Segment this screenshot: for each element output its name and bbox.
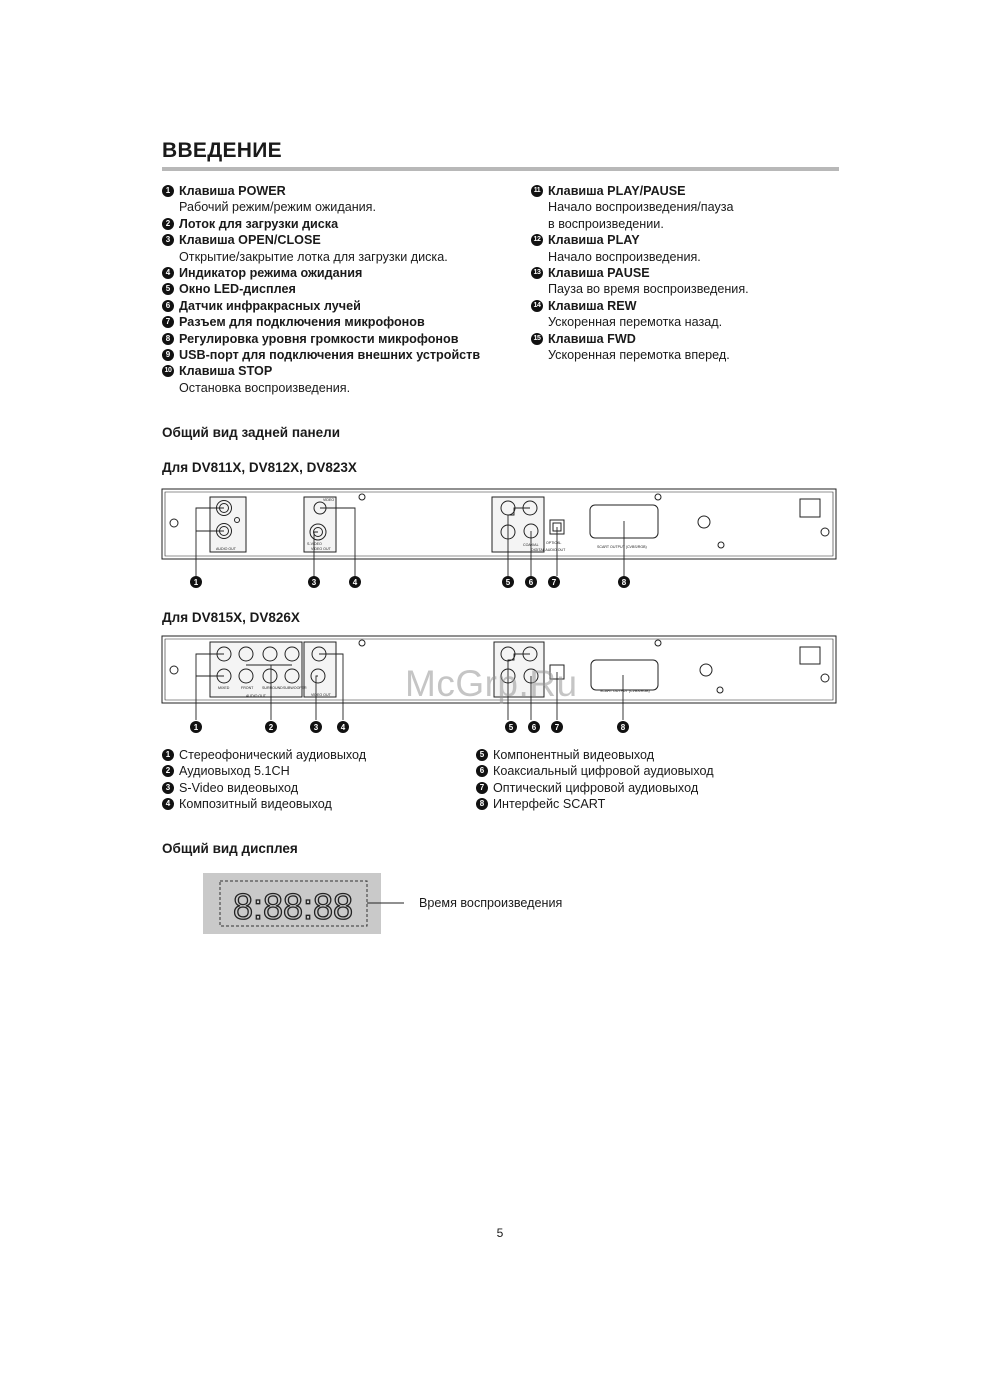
list-item xyxy=(162,780,462,796)
number-badge: 7 xyxy=(162,316,174,328)
panel-label-video-out: VIDEO OUT xyxy=(311,547,331,551)
list-item xyxy=(162,265,522,281)
item-label: Клавиша STOP xyxy=(179,364,273,379)
number-badge: 5 xyxy=(476,749,488,761)
panel-label-front: FRONT xyxy=(241,686,254,690)
item-label: Индикатор режима ожидания xyxy=(179,266,363,281)
list-item xyxy=(531,183,841,232)
list-item xyxy=(162,331,522,347)
callout-2: 2 xyxy=(268,723,274,732)
display-heading: Общий вид дисплея xyxy=(162,841,298,856)
rear-legend-right xyxy=(476,747,806,813)
number-badge: 3 xyxy=(162,234,174,246)
callout-1: 1 xyxy=(193,723,199,732)
item-label: Окно LED-дисплея xyxy=(179,282,296,297)
panel-label-subwoofer: SUBWOOFER xyxy=(283,686,307,690)
item-description: Рабочий режим/режим ожидания. xyxy=(179,200,377,215)
item-description: Ускоренная перемотка вперед. xyxy=(548,348,730,363)
item-label: Клавиша FWD xyxy=(548,331,636,346)
number-badge: 1 xyxy=(162,185,174,197)
item-label: Разъем для подключения микрофонов xyxy=(179,315,425,330)
list-item xyxy=(162,183,522,216)
item-label: Компонентный видеовыход xyxy=(493,748,655,762)
item-label: Клавиша PLAY xyxy=(548,233,640,248)
panel-label-s-video: S-VIDEO xyxy=(307,542,322,546)
item-description: Открытие/закрытие лотка для загрузки диска. xyxy=(179,249,448,264)
callout-5: 5 xyxy=(505,578,511,587)
callout-4: 4 xyxy=(352,578,358,587)
list-item xyxy=(162,796,462,812)
item-label: Лоток для загрузки диска xyxy=(179,216,339,231)
list-item xyxy=(162,363,522,396)
number-badge: 12 xyxy=(531,234,543,246)
page-number: 5 xyxy=(496,1226,504,1240)
led-digits: 8:88:88 xyxy=(232,886,354,927)
list-item xyxy=(476,747,806,763)
list-item xyxy=(531,331,841,364)
item-label: Коаксиальный цифровой аудиовыход xyxy=(493,764,714,779)
number-badge: 6 xyxy=(476,765,488,777)
page-title: ВВЕДЕНИЕ xyxy=(162,139,282,162)
callout-3: 3 xyxy=(313,723,319,732)
item-label: Клавиша PAUSE xyxy=(548,266,650,281)
number-badge: 3 xyxy=(162,782,174,794)
number-badge: 9 xyxy=(162,349,174,361)
list-item xyxy=(531,265,841,298)
number-badge: 14 xyxy=(531,300,543,312)
item-label: Аудиовыход 5.1CH xyxy=(179,764,290,779)
list-item xyxy=(162,216,522,232)
item-label: Интерфейс SCART xyxy=(493,797,606,812)
watermark: McGrp.Ru xyxy=(405,663,578,704)
number-badge: 1 xyxy=(162,749,174,761)
item-label: Стереофонический аудиовыход xyxy=(179,748,367,762)
item-label: Регулировка уровня громкости микрофонов xyxy=(179,331,459,346)
model-group-b-heading: Для DV815X, DV826X xyxy=(162,610,300,625)
front-controls-right xyxy=(531,183,841,363)
panel-label-scart: SCART OUTPUT (CVBS/RGB) xyxy=(600,689,650,693)
number-badge: 6 xyxy=(162,300,174,312)
item-description: Ускоренная перемотка назад. xyxy=(548,315,723,330)
front-controls-left xyxy=(162,183,522,396)
item-label: S-Video видеовыход xyxy=(179,780,299,795)
list-item xyxy=(162,347,522,363)
model-group-a-heading: Для DV811X, DV812X, DV823X xyxy=(162,460,357,475)
panel-label-video-out: VIDEO OUT xyxy=(311,693,331,697)
panel-label-mixed: MIXED xyxy=(218,686,230,690)
number-badge: 8 xyxy=(476,798,488,810)
item-label: Датчик инфракрасных лучей xyxy=(179,298,361,313)
panel-label-digital-audio-out: DIGITAL AUDIO OUT xyxy=(531,548,566,552)
item-description: в воспроизведении. xyxy=(548,216,664,231)
callout-6: 6 xyxy=(528,578,534,587)
item-label: USB-порт для подключения внешних устройств xyxy=(179,348,481,363)
number-badge: 5 xyxy=(162,283,174,295)
display-caption: Время воспроизведения xyxy=(419,896,563,910)
number-badge: 4 xyxy=(162,267,174,279)
panel-label-audio-out: AUDIO OUT xyxy=(216,547,236,551)
title-rule xyxy=(162,167,839,171)
callout-6: 6 xyxy=(531,723,537,732)
panel-label-audio-out: AUDIO OUT xyxy=(246,694,266,698)
number-badge: 7 xyxy=(476,782,488,794)
callout-7: 7 xyxy=(554,723,560,732)
callout-4: 4 xyxy=(340,723,346,732)
number-badge: 2 xyxy=(162,218,174,230)
list-item xyxy=(162,298,522,314)
number-badge: 15 xyxy=(531,333,543,345)
panel-label-scart: SCART OUTPUT (CVBS/RGB) xyxy=(597,545,647,549)
list-item xyxy=(162,747,462,763)
list-item xyxy=(476,763,806,779)
item-description: Начало воспроизведения/пауза xyxy=(548,200,734,215)
item-label: Клавиша POWER xyxy=(179,184,286,198)
item-description: Начало воспроизведения. xyxy=(548,249,701,264)
number-badge: 8 xyxy=(162,333,174,345)
item-label: Оптический цифровой аудиовыход xyxy=(493,780,699,795)
rear-panel-heading: Общий вид задней панели xyxy=(162,425,341,440)
callout-7: 7 xyxy=(551,578,557,587)
item-label: Клавиша OPEN/CLOSE xyxy=(179,233,321,248)
rear-legend-left xyxy=(162,747,462,813)
callout-3: 3 xyxy=(311,578,317,587)
list-item xyxy=(162,314,522,330)
callout-8: 8 xyxy=(620,723,626,732)
list-item xyxy=(162,232,522,265)
item-description: Пауза во время воспроизведения. xyxy=(548,282,749,297)
number-badge: 11 xyxy=(531,185,543,197)
panel-label-coaxial: COAXIAL xyxy=(523,543,539,547)
callout-5: 5 xyxy=(508,723,514,732)
list-item xyxy=(162,281,522,297)
list-item xyxy=(476,796,806,812)
panel-label-surround: SURROUND xyxy=(262,686,283,690)
list-item xyxy=(162,763,462,779)
callout-8: 8 xyxy=(621,578,627,587)
panel-label-video: VIDEO xyxy=(323,498,335,502)
panel-label-optical: OPTICAL xyxy=(546,541,562,545)
number-badge: 2 xyxy=(162,765,174,777)
number-badge: 13 xyxy=(531,267,543,279)
number-badge: 10 xyxy=(162,365,174,377)
item-label: Клавиша REW xyxy=(548,298,637,313)
rear-panel-a-diagram xyxy=(150,484,850,594)
item-label: Композитный видеовыход xyxy=(179,797,332,812)
item-description: Остановка воспроизведения. xyxy=(179,380,351,395)
list-item xyxy=(476,780,806,796)
list-item xyxy=(531,298,841,331)
list-item xyxy=(531,232,841,265)
callout-1: 1 xyxy=(193,578,199,587)
number-badge: 4 xyxy=(162,798,174,810)
item-label: Клавиша PLAY/PAUSE xyxy=(548,184,686,198)
